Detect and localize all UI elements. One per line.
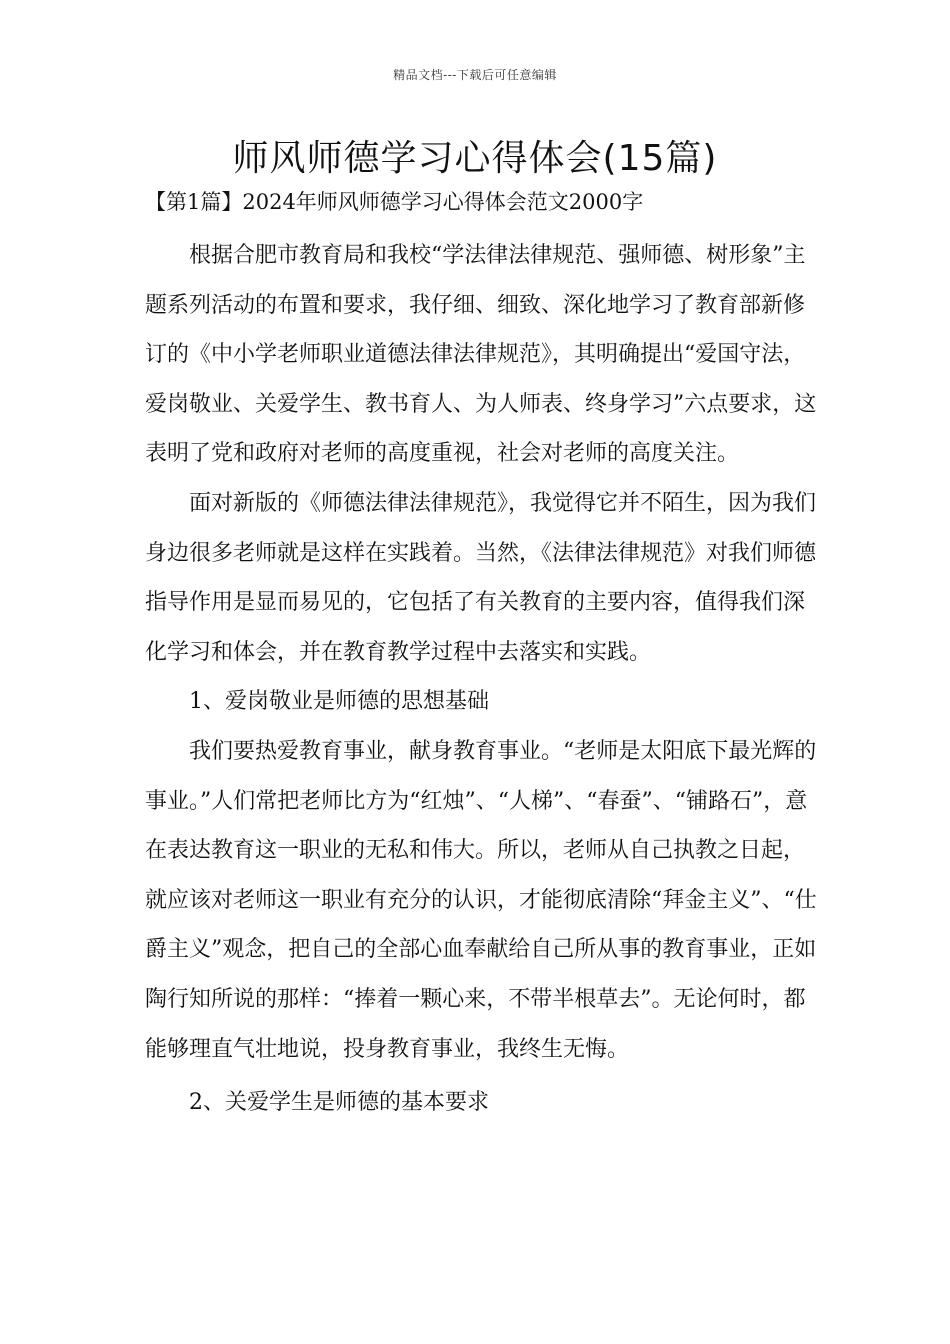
paragraph: 根据合肥市教育局和我校“学法律法律规范、强师德、树形象”主题系列活动的布置和要求，我仔细、细致、深化地学习了教育部新修订的《中小学老师职业道德法律法律规范》，其明确提出“爱国守法，爱岗敬业、关爱学生、教书育人、为人师表、终身学习”六点要求，这表明了党和政府对老师的高度重视，社会对老师的高度关注。 — [145, 243, 817, 467]
page-header: 精品文档---下载后可任意编辑 — [393, 68, 557, 82]
paragraph: 面对新版的《师德法律法律规范》，我觉得它并不陌生，因为我们身边很多老师就是这样在实践着。当然，《法律法律规范》对我们师德指导作用是显而易见的，它包括了有关教育的主要内容，值得我们深化学习和体会，并在教育教学过程中去落实和实践。 — [145, 490, 817, 665]
subheading: 1、爱岗敬业是师德的思想基础 — [189, 689, 489, 715]
subheading: 2、关爱学生是师德的基本要求 — [189, 1090, 489, 1116]
body-text — [145, 231, 825, 1128]
document-title: 师风师德学习心得体会(15篇) — [232, 138, 718, 179]
section-heading: 【第1篇】2024年师风师德学习心得体会范文2000字 — [145, 190, 644, 214]
paragraph: 我们要热爱教育事业，献身教育事业。“老师是太阳底下最光辉的事业。”人们常把老师比方为“红烛”、“人梯”、“春蚕”、“铺路石”，意在表达教育这一职业的无私和伟大。所以，老师从自己执教之日起，就应该对老师这一职业有充分的认识，才能彻底清除“拜金主义”、“仕爵主义”观念，把自己的全部心血奉献给自己所从事的教育事业，正如陶行知所说的那样：“捧着一颗心来，不带半根草去”。无论何时，都能够理直气壮地说，投身教育事业，我终生无悔。 — [145, 738, 817, 1062]
